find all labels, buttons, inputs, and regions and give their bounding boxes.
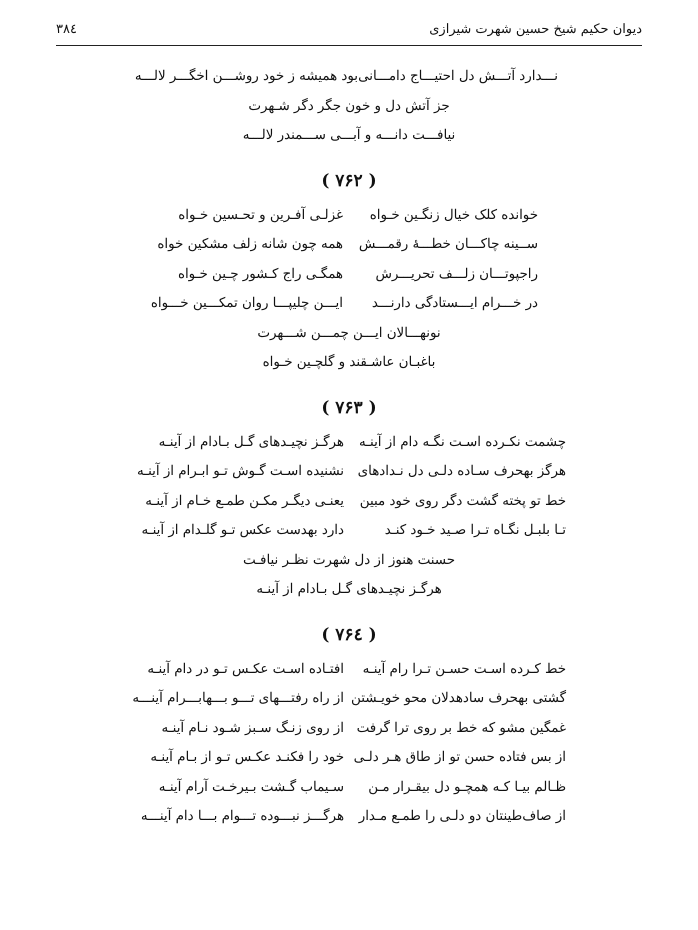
couplet: [0, 655, 698, 685]
hemistich-first: خط کـرده اسـت حسـن تـرا رام آینـه: [362, 661, 566, 677]
hemistich-second: افتـاده اسـت عکـس تـو در دام آینـه: [147, 661, 344, 677]
couplet: [0, 684, 698, 714]
hemistich-first: تـا بلبـل نگـاه تـرا صـید خـود کنـد: [384, 523, 566, 538]
hemistich-second: نشنیده اسـت گـوش تـو ابـرام از آینـه: [136, 464, 344, 479]
hemistich-second: از راه رفتـــهای تـــو بـــهابـــرام آینـــه: [132, 691, 344, 706]
closing-line: هرگـز نچیـدهای گـل بـادام از آینـه: [256, 582, 442, 597]
hemistich-second: هرگـــز نبـــوده تـــوام بـــا دام آینـــه: [140, 809, 344, 824]
poem-number: ( ۷۶۲ ): [321, 170, 377, 191]
hemistich-second: بود همیشه ز خود روشـــن اخگـــر لالـــه: [134, 69, 358, 84]
couplet: [0, 802, 698, 832]
book-title: دیوان حکیم شیخ حسین شهرت شیرازی: [429, 22, 642, 37]
couplet: [0, 230, 698, 260]
hemistich-first: ســینه چاکـــان خطـــهٔ رقمـــش: [358, 237, 538, 252]
hemistich-second: یعنـی دیگـر مکـن طمـع خـام از آینـه: [145, 493, 344, 509]
hemistich-second: هرگـز نچیـدهای گـل بـادام از آینـه: [158, 434, 344, 450]
page-header: [56, 22, 642, 46]
hemistich-first: ظـالم بیـا کـه همچـو دل بیقـرار مـن: [368, 779, 566, 795]
closing-line: جز آتش دل و خون جگر دگر شـهرت: [248, 98, 450, 114]
hemistich-second: خود را فکنـد عکـس تـو از بـام آینـه: [150, 750, 344, 765]
hemistich-second: غزلـی آفـرین و تحـسین خـواه: [178, 207, 343, 223]
couplet: [0, 773, 698, 803]
closing-line: نیافـــت دانـــه و آبـــی ســـمندر لالـــه: [242, 128, 456, 143]
closing-line: باغبـان عاشـقند و گلچـین خـواه: [262, 355, 436, 370]
poem-number: ( ۷۶٤ ): [321, 624, 377, 645]
closing-line: نونهـــالان ایـــن چمـــن شـــهرت: [257, 325, 441, 341]
hemistich-second: دارد بهدست عکس تـو گلـدام از آینـه: [141, 523, 344, 538]
couplet: [0, 457, 698, 487]
header-rule: [56, 45, 642, 46]
couplet: [0, 260, 698, 290]
hemistich-first: نـــدارد آتـــش دل احتیـــاج دامـــانی: [358, 69, 558, 84]
couplet: [0, 714, 698, 744]
page-number: ۳۸٤: [56, 22, 77, 37]
couplet: [0, 428, 698, 458]
hemistich-second: همه چون شانه زلف مشکین خواه: [157, 237, 343, 252]
couplet: [0, 487, 698, 517]
hemistich-first: چشمت نکـرده اسـت نگـه دام از آینـه: [358, 434, 566, 450]
hemistich-first: راجپوتـــان زلـــف تحریـــرش: [375, 266, 538, 282]
closing-line: حسنت هنوز از دل شهرت نظـر نیافـت: [242, 552, 456, 568]
hemistich-first: از صاف‌طینتان دو دلـی را طمـع مـدار: [358, 809, 566, 824]
couplet: [0, 201, 698, 231]
hemistich-first: در خـــرام ایـــستادگی دارنـــد: [371, 296, 538, 311]
poem-number: ( ۷۶۳ ): [321, 397, 377, 418]
hemistich-second: ایـــن چلیپـــا روان تمکـــین خـــواه: [150, 296, 343, 311]
hemistich-second: سـیماب گـشت بـیرخـت آرام آینـه: [158, 779, 344, 795]
couplet: [0, 516, 698, 546]
poem-content: [0, 62, 698, 832]
couplet: [0, 289, 698, 319]
hemistich-first: خوانده کلک خیال زنگـین خـواه: [369, 207, 538, 223]
hemistich-first: خط تو پخته گشت دگر روی خود مبین: [359, 493, 566, 509]
hemistich-first: گشتی بهحرف سادهدلان محو خویـشتن: [351, 691, 566, 706]
hemistich-second: همگـی راج کـشور چـین خـواه: [177, 266, 343, 282]
hemistich-second: از روی زنـگ سـبز شـود نـام آینـه: [161, 720, 344, 736]
couplet: [0, 743, 698, 773]
hemistich-first: هرگز بهحرف سـاده دلـی دل نـدادهای: [357, 464, 566, 479]
hemistich-first: از بس فتاده حسن تو از طاق هـر دلـی: [353, 750, 566, 765]
couplet: [0, 62, 698, 92]
hemistich-first: غمگین مشو که خط بر روی ترا گرفت: [356, 720, 566, 736]
